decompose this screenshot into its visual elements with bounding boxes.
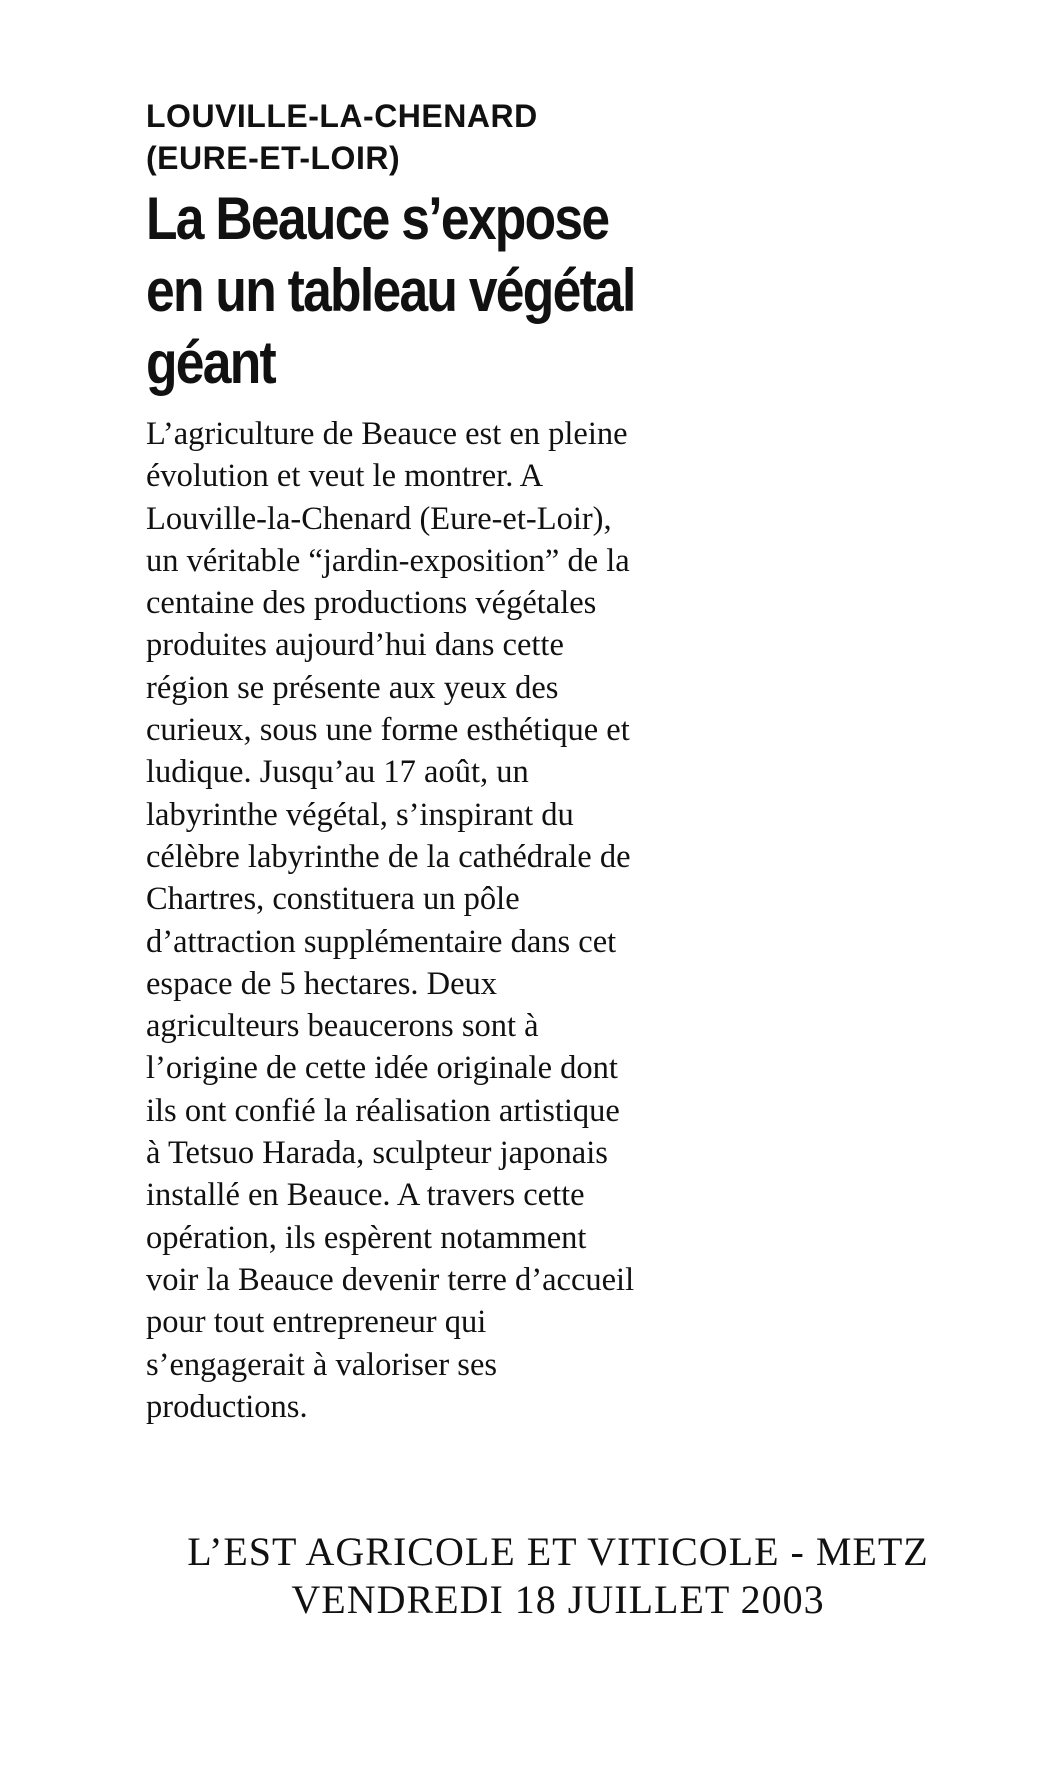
body-line: voir la Beauce devenir terre d’accueil	[146, 1261, 635, 1298]
headline-line-3: géant	[146, 329, 276, 396]
body-line: labyrinthe végétal, s’inspirant du	[146, 796, 574, 833]
article-headline	[146, 183, 765, 399]
body-line: s’engagerait à valoriser ses	[146, 1346, 498, 1383]
publication-date: VENDREDI 18 JUILLET 2003	[291, 1577, 825, 1622]
body-line: à Tetsuo Harada, sculpteur japonais	[146, 1135, 608, 1172]
body-line: installé en Beauce. A travers cette	[146, 1177, 585, 1214]
publication-name: L’EST AGRICOLE ET VITICOLE - METZ	[187, 1529, 929, 1574]
body-line: évolution et veut le montrer. A	[146, 458, 544, 495]
body-line: L’agriculture de Beauce est en pleine	[146, 416, 628, 452]
dateline	[146, 95, 756, 179]
body-line: l’origine de cette idée originale dont	[146, 1050, 618, 1087]
body-line: curieux, sous une forme esthétique et	[146, 712, 630, 749]
newspaper-clipping	[146, 95, 756, 1428]
article-body	[146, 413, 756, 1428]
body-line: Chartres, constituera un pôle	[146, 881, 520, 918]
body-line: région se présente aux yeux des	[146, 669, 559, 706]
body-line: espace de 5 hectares. Deux	[146, 965, 497, 1002]
body-line: pour tout entrepreneur qui	[146, 1304, 487, 1341]
body-line: un véritable “jardin-exposition” de la	[146, 542, 630, 579]
body-line: opération, ils espèrent notamment	[146, 1219, 587, 1256]
source-citation	[0, 1528, 1050, 1624]
dateline-region: (EURE-ET-LOIR)	[146, 140, 401, 176]
dateline-place: LOUVILLE-LA-CHENARD	[146, 98, 538, 134]
body-line: productions.	[146, 1388, 308, 1425]
body-line: centaine des productions végétales	[146, 585, 597, 622]
headline-line-2: en un tableau végétal	[146, 257, 635, 324]
headline-line-1: La Beauce s’expose	[146, 185, 609, 252]
body-line: produites aujourd’hui dans cette	[146, 627, 564, 664]
body-line: Louville-la-Chenard (Eure-et-Loir),	[146, 500, 612, 537]
body-line: d’attraction supplémentaire dans cet	[146, 923, 617, 960]
body-line: ludique. Jusqu’au 17 août, un	[146, 754, 529, 791]
body-line: célèbre labyrinthe de la cathédrale de	[146, 838, 631, 875]
body-line: agriculteurs beaucerons sont à	[146, 1008, 539, 1045]
body-line: ils ont confié la réalisation artistique	[146, 1092, 620, 1129]
